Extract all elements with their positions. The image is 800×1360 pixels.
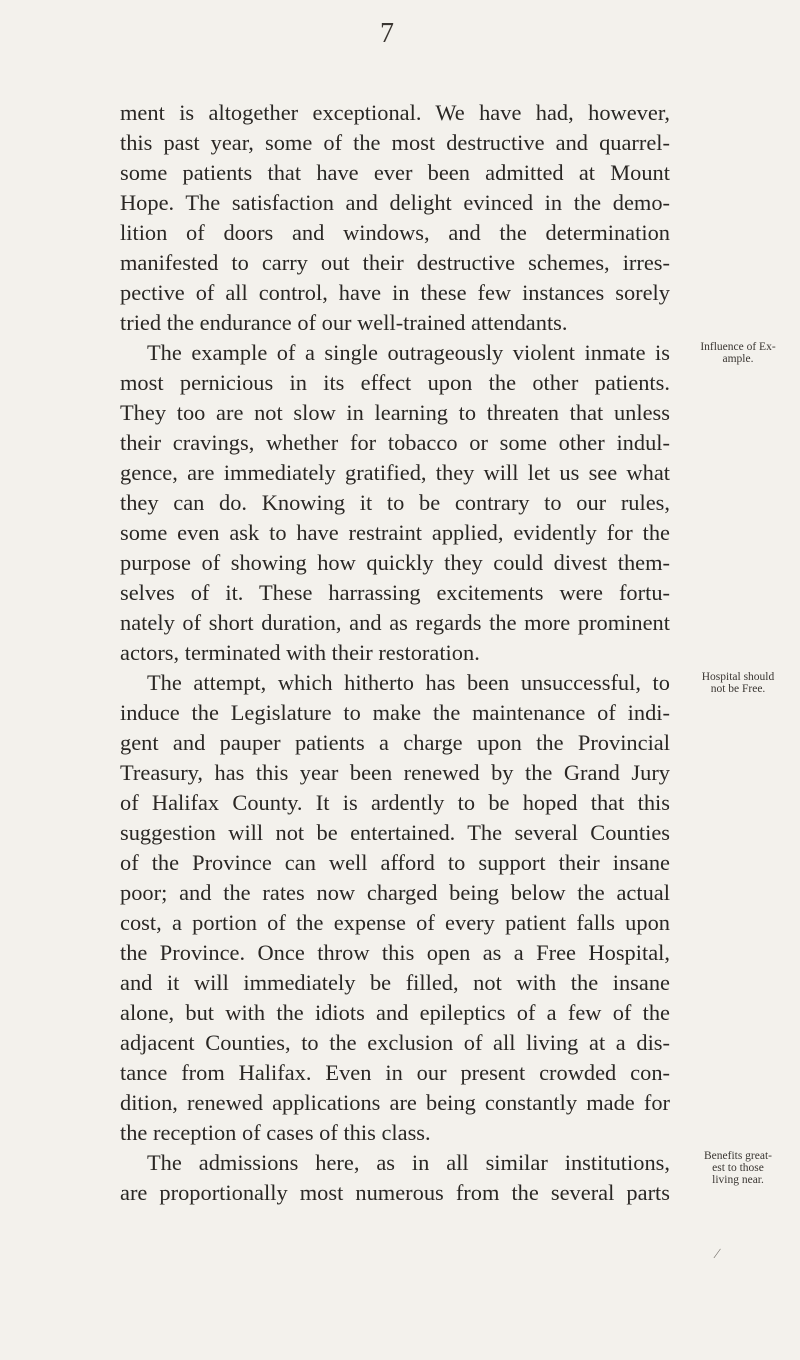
text-line: some patients that have ever been admitted at Mount (120, 160, 670, 185)
text-line: pective of all control, have in these few instances sorely (120, 280, 670, 305)
marginal-note-line: Benefits great- (703, 1150, 772, 1162)
text-line: the reception of cases of this class. (120, 1120, 431, 1145)
text-line: selves of it. These harrassing excitements were fortu- (120, 580, 670, 605)
text-line: this past year, some of the most destructive and quarrel- (120, 130, 670, 155)
text-line: tried the endurance of our well-trained attendants. (120, 310, 568, 335)
text-line: tance from Halifax. Even in our present crowded con- (120, 1060, 670, 1085)
text-line: of the Province can well afford to support their insane (120, 850, 670, 875)
text-line: ment is altogether exceptional. We have had, however, (120, 100, 670, 125)
text-line: poor; and the rates now charged being below the actual (120, 880, 670, 905)
marginal-note-line: Hospital should (701, 671, 775, 683)
text-line: actors, terminated with their restoration. (120, 640, 480, 665)
text-line: the Province. Once throw this open as a Free Hospital, (120, 940, 670, 965)
marginal-note (676, 1150, 800, 1186)
text-line: cost, a portion of the expense of every patient falls upon (120, 910, 670, 935)
text-line: The attempt, which hitherto has been unsuccessful, to (147, 670, 670, 695)
text-line: gent and pauper patients a charge upon the Provincial (120, 730, 670, 755)
text-line: Treasury, has this year been renewed by the Grand Jury (120, 760, 670, 785)
text-line: induce the Legislature to make the maintenance of indi- (120, 700, 670, 725)
text-line: They too are not slow in learning to threaten that unless (120, 400, 670, 425)
text-line: adjacent Counties, to the exclusion of all living at a dis- (120, 1030, 670, 1055)
marginal-note-line: Influence of Ex- (700, 341, 776, 353)
text-line: dition, renewed applications are being constantly made for (120, 1090, 670, 1115)
marginal-note (676, 341, 800, 365)
text-line: gence, are immediately gratified, they will let us see what (120, 460, 670, 485)
text-line: The admissions here, as in all similar institutions, (147, 1150, 670, 1175)
text-line: some even ask to have restraint applied, evidently for the (120, 520, 670, 545)
text-line: The example of a single outrageously violent inmate is (147, 340, 670, 365)
ink-speck-icon: ∕ (716, 1247, 719, 1262)
text-line: they can do. Knowing it to be contrary to our rules, (120, 490, 670, 515)
text-line: nately of short duration, and as regards the more prominent (120, 610, 670, 635)
marginal-note (676, 671, 800, 695)
page-number: 7 (380, 18, 394, 49)
text-line: Hope. The satisfaction and delight evinced in the demo- (120, 190, 670, 215)
text-line: are proportionally most numerous from the several parts (120, 1180, 670, 1205)
text-line: suggestion will not be entertained. The several Counties (120, 820, 670, 845)
text-line: their cravings, whether for tobacco or some other indul- (120, 430, 670, 455)
marginal-note-line: not be Free. (710, 683, 766, 695)
text-line: most pernicious in its effect upon the other patients. (120, 370, 670, 395)
text-line: and it will immediately be filled, not with the insane (120, 970, 670, 995)
marginal-note-line: ample. (722, 353, 754, 365)
marginal-note-line: est to those (712, 1162, 764, 1174)
text-line: lition of doors and windows, and the determination (120, 220, 670, 245)
text-line: of Halifax County. It is ardently to be hoped that this (120, 790, 670, 815)
text-line: purpose of showing how quickly they could divest them- (120, 550, 670, 575)
marginal-note-line: living near. (712, 1174, 764, 1186)
text-line: alone, but with the idiots and epileptics of a few of the (120, 1000, 670, 1025)
text-line: manifested to carry out their destructive schemes, irres- (120, 250, 670, 275)
